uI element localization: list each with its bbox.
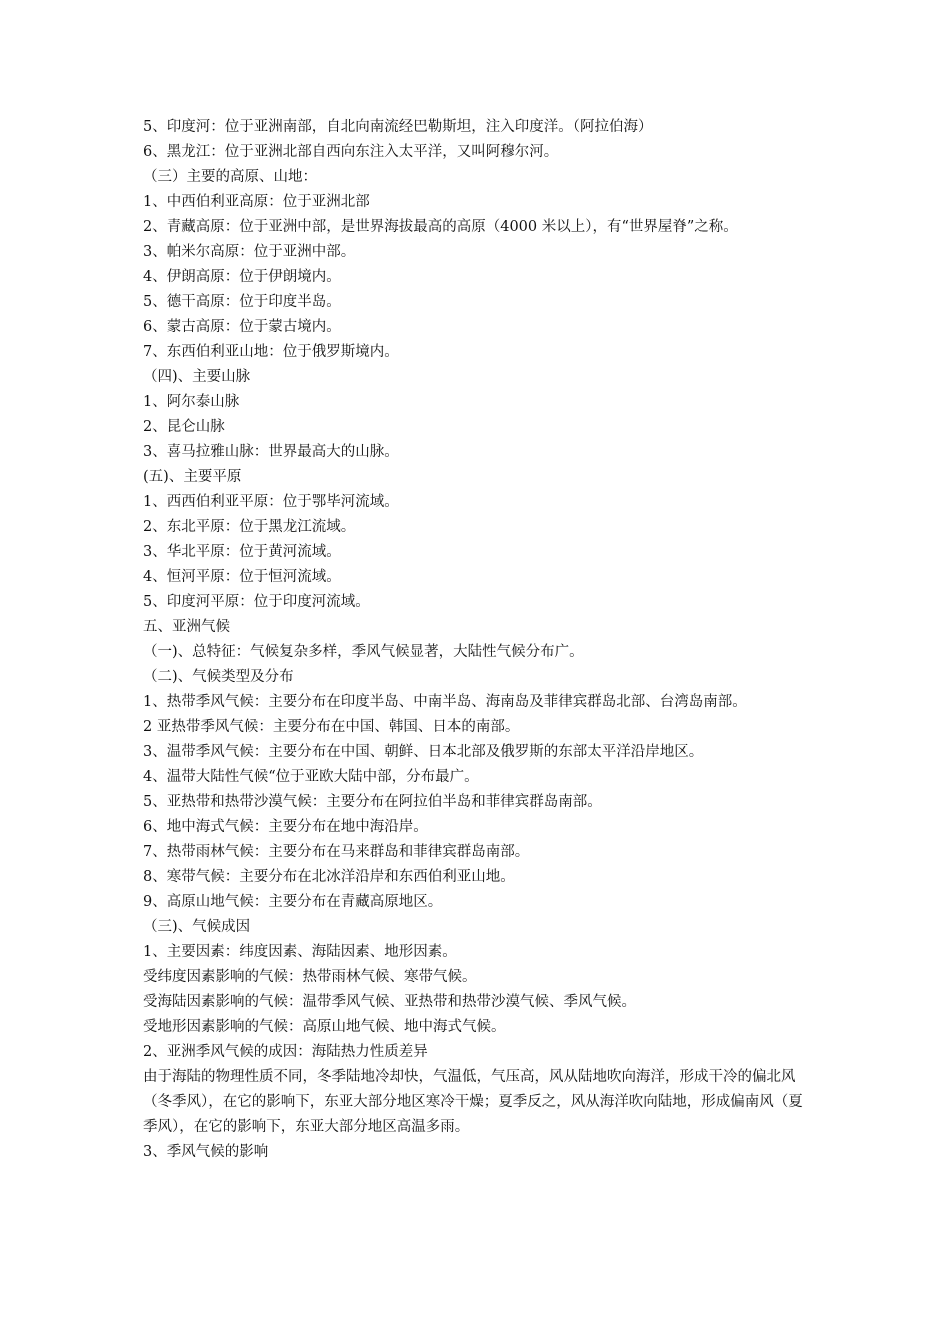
section-heading: (五)、主要平原 [143,469,242,485]
text-line: 3、季风气候的影响 [143,1144,269,1160]
text-line: 1、主要因素：纬度因素、海陆因素、地形因素。 [143,944,457,960]
text-line: 受地形因素影响的气候：高原山地气候、地中海式气候。 [143,1019,506,1035]
text-line: 2、昆仑山脉 [143,419,225,435]
text-line: 3、华北平原：位于黄河流域。 [143,544,341,560]
text-line: 3、喜马拉雅山脉：世界最高大的山脉。 [143,444,399,460]
text-line: 6、黑龙江：位于亚洲北部自西向东注入太平洋，又叫阿穆尔河。 [143,144,559,160]
text-line: 3、帕米尔高原：位于亚洲中部。 [143,244,356,260]
text-line: 2、青藏高原：位于亚洲中部，是世界海拔最高的高原（4000 米以上），有“世界屋脊”之称。 [143,219,738,235]
text-line: 1、中西伯利亚高原：位于亚洲北部 [143,194,370,210]
section-heading: （四)、主要山脉 [143,369,251,385]
text-line: 7、东西伯利亚山地：位于俄罗斯境内。 [143,344,399,360]
text-line: 6、蒙古高原：位于蒙古境内。 [143,319,341,335]
section-heading: （二)、气候类型及分布 [143,669,294,685]
text-line: 5、德干高原：位于印度半岛。 [143,294,341,310]
text-line: 5、亚热带和热带沙漠气候：主要分布在阿拉伯半岛和菲律宾群岛南部。 [143,794,602,810]
text-line: 1、热带季风气候：主要分布在印度半岛、中南半岛、海南岛及菲律宾群岛北部、台湾岛南部。 [143,694,747,710]
section-heading: （一)、总特征：气候复杂多样，季风气候显著，大陆性气候分布广。 [143,644,584,660]
text-line: 8、寒带气候：主要分布在北冰洋沿岸和东西伯利亚山地。 [143,869,515,885]
text-line: 4、温带大陆性气候“位于亚欧大陆中部，分布最广。 [143,769,479,785]
text-line: 受海陆因素影响的气候：温带季风气候、亚热带和热带沙漠气候、季风气候。 [143,994,636,1010]
text-line: 5、印度河：位于亚洲南部，自北向南流经巴勒斯坦，注入印度洋。（阿拉伯海） [143,119,653,135]
section-heading: （三)、气候成因 [143,919,251,935]
text-line: 受纬度因素影响的气候：热带雨林气候、寒带气候。 [143,969,477,985]
text-line: 9、高原山地气候：主要分布在青藏高原地区。 [143,894,443,910]
chapter-heading: 五、亚洲气候 [143,619,230,635]
section-heading: （三）主要的高原、山地： [143,169,317,185]
text-line: 4、伊朗高原：位于伊朗境内。 [143,269,341,285]
text-line: 5、印度河平原：位于印度河流域。 [143,594,370,610]
text-line: 4、恒河平原：位于恒河流域。 [143,569,341,585]
text-line: 1、阿尔泰山脉 [143,394,240,410]
text-line: 2、东北平原：位于黑龙江流域。 [143,519,356,535]
document-page [143,115,811,1165]
text-line: 1、西西伯利亚平原：位于鄂毕河流域。 [143,494,399,510]
text-line: 2、亚洲季风气候的成因：海陆热力性质差异 [143,1044,428,1060]
text-line: 2 亚热带季风气候：主要分布在中国、韩国、日本的南部。 [143,719,520,735]
text-line: 7、热带雨林气候：主要分布在马来群岛和菲律宾群岛南部。 [143,844,530,860]
text-line: 6、地中海式气候：主要分布在地中海沿岸。 [143,819,428,835]
text-line: 3、温带季风气候：主要分布在中国、朝鲜、日本北部及俄罗斯的东部太平洋沿岸地区。 [143,744,704,760]
paragraph: 由于海陆的物理性质不同，冬季陆地冷却快，气温低，气压高，风从陆地吹向海洋，形成干冷的偏北风（冬季风），在它的影响下，东亚大部分地区寒冷干燥；夏季反之，风从海洋吹向陆地，形成偏南风（夏季风），在它的影响下，东亚大部分地区高温多雨。 [143,1069,803,1135]
